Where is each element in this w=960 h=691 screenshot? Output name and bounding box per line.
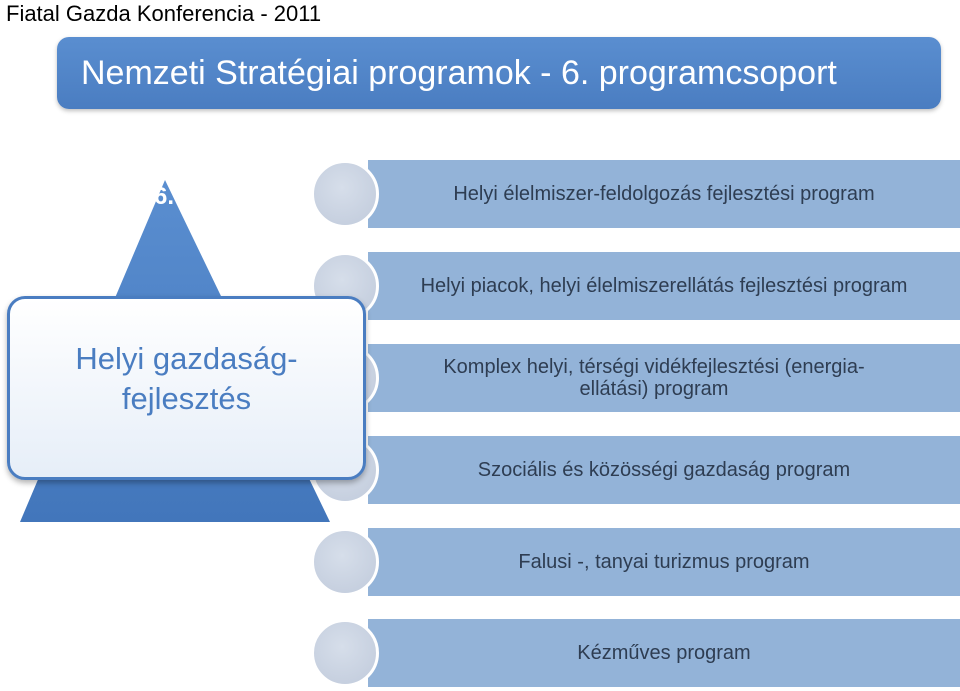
program-bar [368, 160, 960, 228]
bullet-circle [311, 528, 379, 596]
center-title-line-1: Helyi gazdaság- [75, 341, 298, 376]
program-bar [368, 619, 960, 687]
program-label: Szociális és közösségi gazdaság program [477, 459, 851, 481]
conference-title: Fiatal Gazda Konferencia - 2011 [6, 1, 322, 26]
program-label: Kézműves program [577, 642, 751, 664]
program-label: Helyi piacok, helyi élelmiszerellátás fejlesztési program [420, 275, 908, 297]
pyramid-number: 6. [153, 183, 174, 210]
program-bar [368, 436, 960, 504]
program-label: Falusi -, tanyai turizmus program [518, 551, 810, 573]
center-panel [7, 296, 366, 480]
center-title-line-2: fejlesztés [121, 381, 252, 416]
center-title [10, 339, 363, 419]
program-bar [368, 344, 960, 412]
program-bar [368, 252, 960, 320]
program-label: Komplex helyi, térségi vidékfejlesztési (energia-ellátási) program [443, 356, 865, 400]
bullet-circle [311, 619, 379, 687]
title-banner [57, 37, 941, 109]
program-bar [368, 528, 960, 596]
slide-title: Nemzeti Stratégiai programok - 6. programcsoport [81, 54, 837, 92]
bullet-circle [311, 160, 379, 228]
program-label: Helyi élelmiszer-feldolgozás fejlesztési program [453, 183, 875, 205]
